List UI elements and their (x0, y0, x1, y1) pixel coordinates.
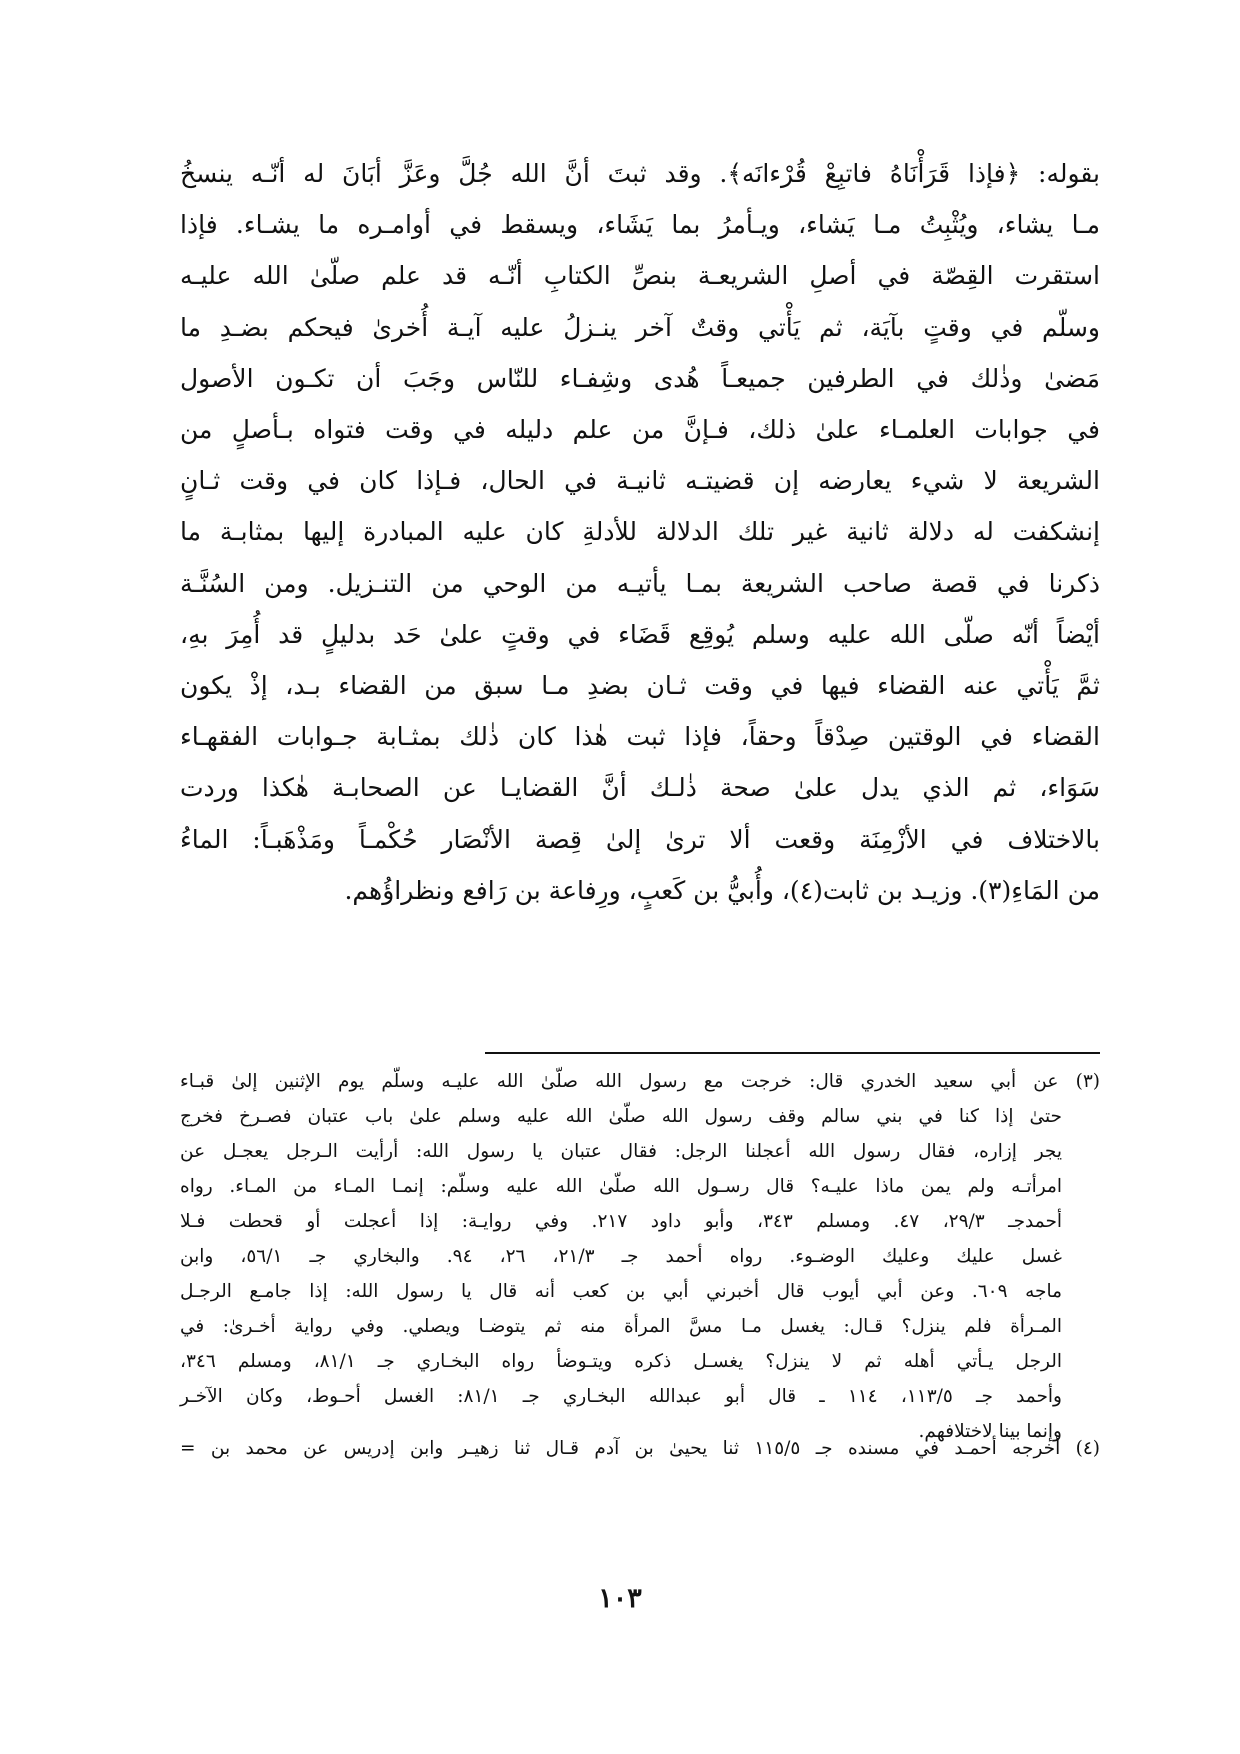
footnote-line: المـرأة فلم ينزل؟ قـال: يغسل مـا مسَّ المرأة منه ثم يتوضـا ويصلي. وفي رواية أخـرىٰ: في (180, 1316, 1062, 1337)
footnotes-block (180, 1064, 1100, 1449)
main-text-line: الشريعة لا شيء يعارضه إن قضيتـه ثانيـة في الحال، فـإذا كان في وقت ثـانٍ (180, 466, 1100, 496)
main-text-line: في جوابات العلمـاء علىٰ ذلك، فـإنَّ من علم دليله في وقت فتواه بـأصلٍ من (180, 415, 1100, 445)
main-text-line: إنشكفت له دلالة ثانية غير تلك الدلالة للأدلةِ كان عليه المبادرة إليها بمثابـة ما (180, 517, 1100, 547)
footnote-line: امرأتـه ولم يمن ماذا عليـه؟ قال رسـول الله صلّىٰ الله عليه وسلّم: إنمـا المـاء من المـاء. رواه (180, 1176, 1062, 1197)
footnote-line: وإنما بينا لاختلافهم. (918, 1421, 1062, 1442)
main-text-block (180, 148, 1100, 916)
footnote-line: (٤) أخرجه أحمـد في مسنده جـ ١١٥/٥ ثنا يحيىٰ بن آدم قـال ثنا زهيـر وابن إدريس عن محمد بن = (180, 1438, 1100, 1459)
footnote-separator (485, 1052, 1100, 1054)
main-text-line: ثمَّ يَأْتي عنه القضاء فيها في وقت ثـان بضدِ مـا سبق من القضاء بـد، إذْ يكون (180, 671, 1100, 701)
main-text-line: استقرت القِصّة في أصلِ الشريعـة بنصِّ الكتابِ أنّـه قد علم صلّىٰ الله عليـه (180, 261, 1100, 291)
footnote-line: الرجل يـأتي أهله ثم لا ينزل؟ يغسـل ذكره ويتـوضأ رواه البخـاري جـ ٨١/١، ومسلم ٣٤٦، (180, 1351, 1062, 1372)
footnote-line: ماجه ٦٠٩. وعن أبي أيوب قال أخبرني أبي بن كعب أنه قال يا رسول الله: إذا جامـع الرجـل (180, 1281, 1062, 1302)
footnote-4 (180, 1431, 1100, 1466)
footnote-line: غسل عليك وعليك الوضـوء. رواه أحمد جـ ٢١/٣، ٢٦، ٩٤. والبخاري جـ ٥٦/١، وابن (180, 1246, 1062, 1267)
main-text-line: وسلّم في وقتٍ بآيَة، ثم يَأْتي وقتٌ آخر ينـزلُ عليه آيـة أُخرىٰ فيحكم بضـدِ ما (180, 312, 1100, 342)
main-text-line: من المَاءِ(٣). وزيـد بن ثابت(٤)، وأُبيُّ بن كَعبٍ، ورِفاعة بن رَافع ونظراؤُهم. (344, 875, 1100, 905)
footnote-line: أحمدجـ ٢٩/٣، ٤٧. ومسلم ٣٤٣، وأبو داود ٢١٧. وفي روايـة: إذا أعجلت أو قحطت فـلا (180, 1211, 1063, 1232)
page-number: ١٠٣ (598, 1583, 642, 1614)
footnote-3 (180, 1064, 1100, 1449)
main-text-line: أيْضاً أنّه صلّى الله عليه وسلم يُوقِع قَضَاء في وقتٍ علىٰ حَد بدليلٍ قد أُمِرَ بهِ، (180, 619, 1100, 649)
footnote-line: (٣) عن أبي سعيد الخدري قال: خرجت مع رسول الله صلّىٰ الله عليـه وسلّم يوم الإثنين إلىٰ قبـاء (180, 1071, 1100, 1092)
main-text-line: القضاء في الوقتين صِدْقاً وحقاً، فإذا ثبت هٰذا كان ذٰلك بمثـابة جـوابات الفقهـاء (180, 722, 1100, 752)
footnote-line: وأحمد جـ ١١٣/٥، ١١٤ ـ قال أبو عبدالله البخـاري جـ ٨١/١: الغسل أحـوط، وكان الآخـر (180, 1386, 1062, 1407)
footnote-line: حتىٰ إذا كنا في بني سالم وقف رسول الله صلّىٰ الله عليه وسلم علىٰ باب عتبان فصـرخ فخرج (180, 1106, 1062, 1127)
main-text-line: بقوله: ﴿فإذا قَرَأْنَاهُ فاتبِعْ قُرْءانَه﴾. وقد ثبتَ أنَّ الله جُلَّ وعَزَّ أبَانَ له أنّـه ينسخُ (180, 159, 1100, 188)
main-text-line: مَضىٰ وذٰلك في الطرفين جميعـاً هُدى وشِفـاء للنّاس وجَبَ أن تكـون الأصول (180, 363, 1100, 393)
main-text-line: بالاختلاف في الأزْمِنَة وقعت ألا ترىٰ إلىٰ قِصة الأنْصَار حُكْمـاً ومَذْهَبـاً: الماءُ (180, 824, 1100, 854)
main-text-line: مـا يشاء، ويُثْبِتُ مـا يَشاء، ويـأمرُ بما يَشَاء، ويسقط في أوامـره ما يشـاء. فإذا (180, 210, 1100, 240)
main-text-line: ذكرنا في قصة صاحب الشريعة بمـا يأتيـه من الوحي من التنـزيل. ومن السُنَّـة (180, 568, 1100, 598)
main-text-line: سَوَاء، ثم الذي يدل علىٰ صحة ذٰلـك أنَّ القضايـا عن الصحابـة هٰكذا وردت (180, 773, 1100, 803)
footnote-line: يجر إزاره، فقال رسول الله أعجلنا الرجل: فقال عتبان يا رسول الله: أرأيت الـرجل يعجـل عن (180, 1141, 1062, 1162)
